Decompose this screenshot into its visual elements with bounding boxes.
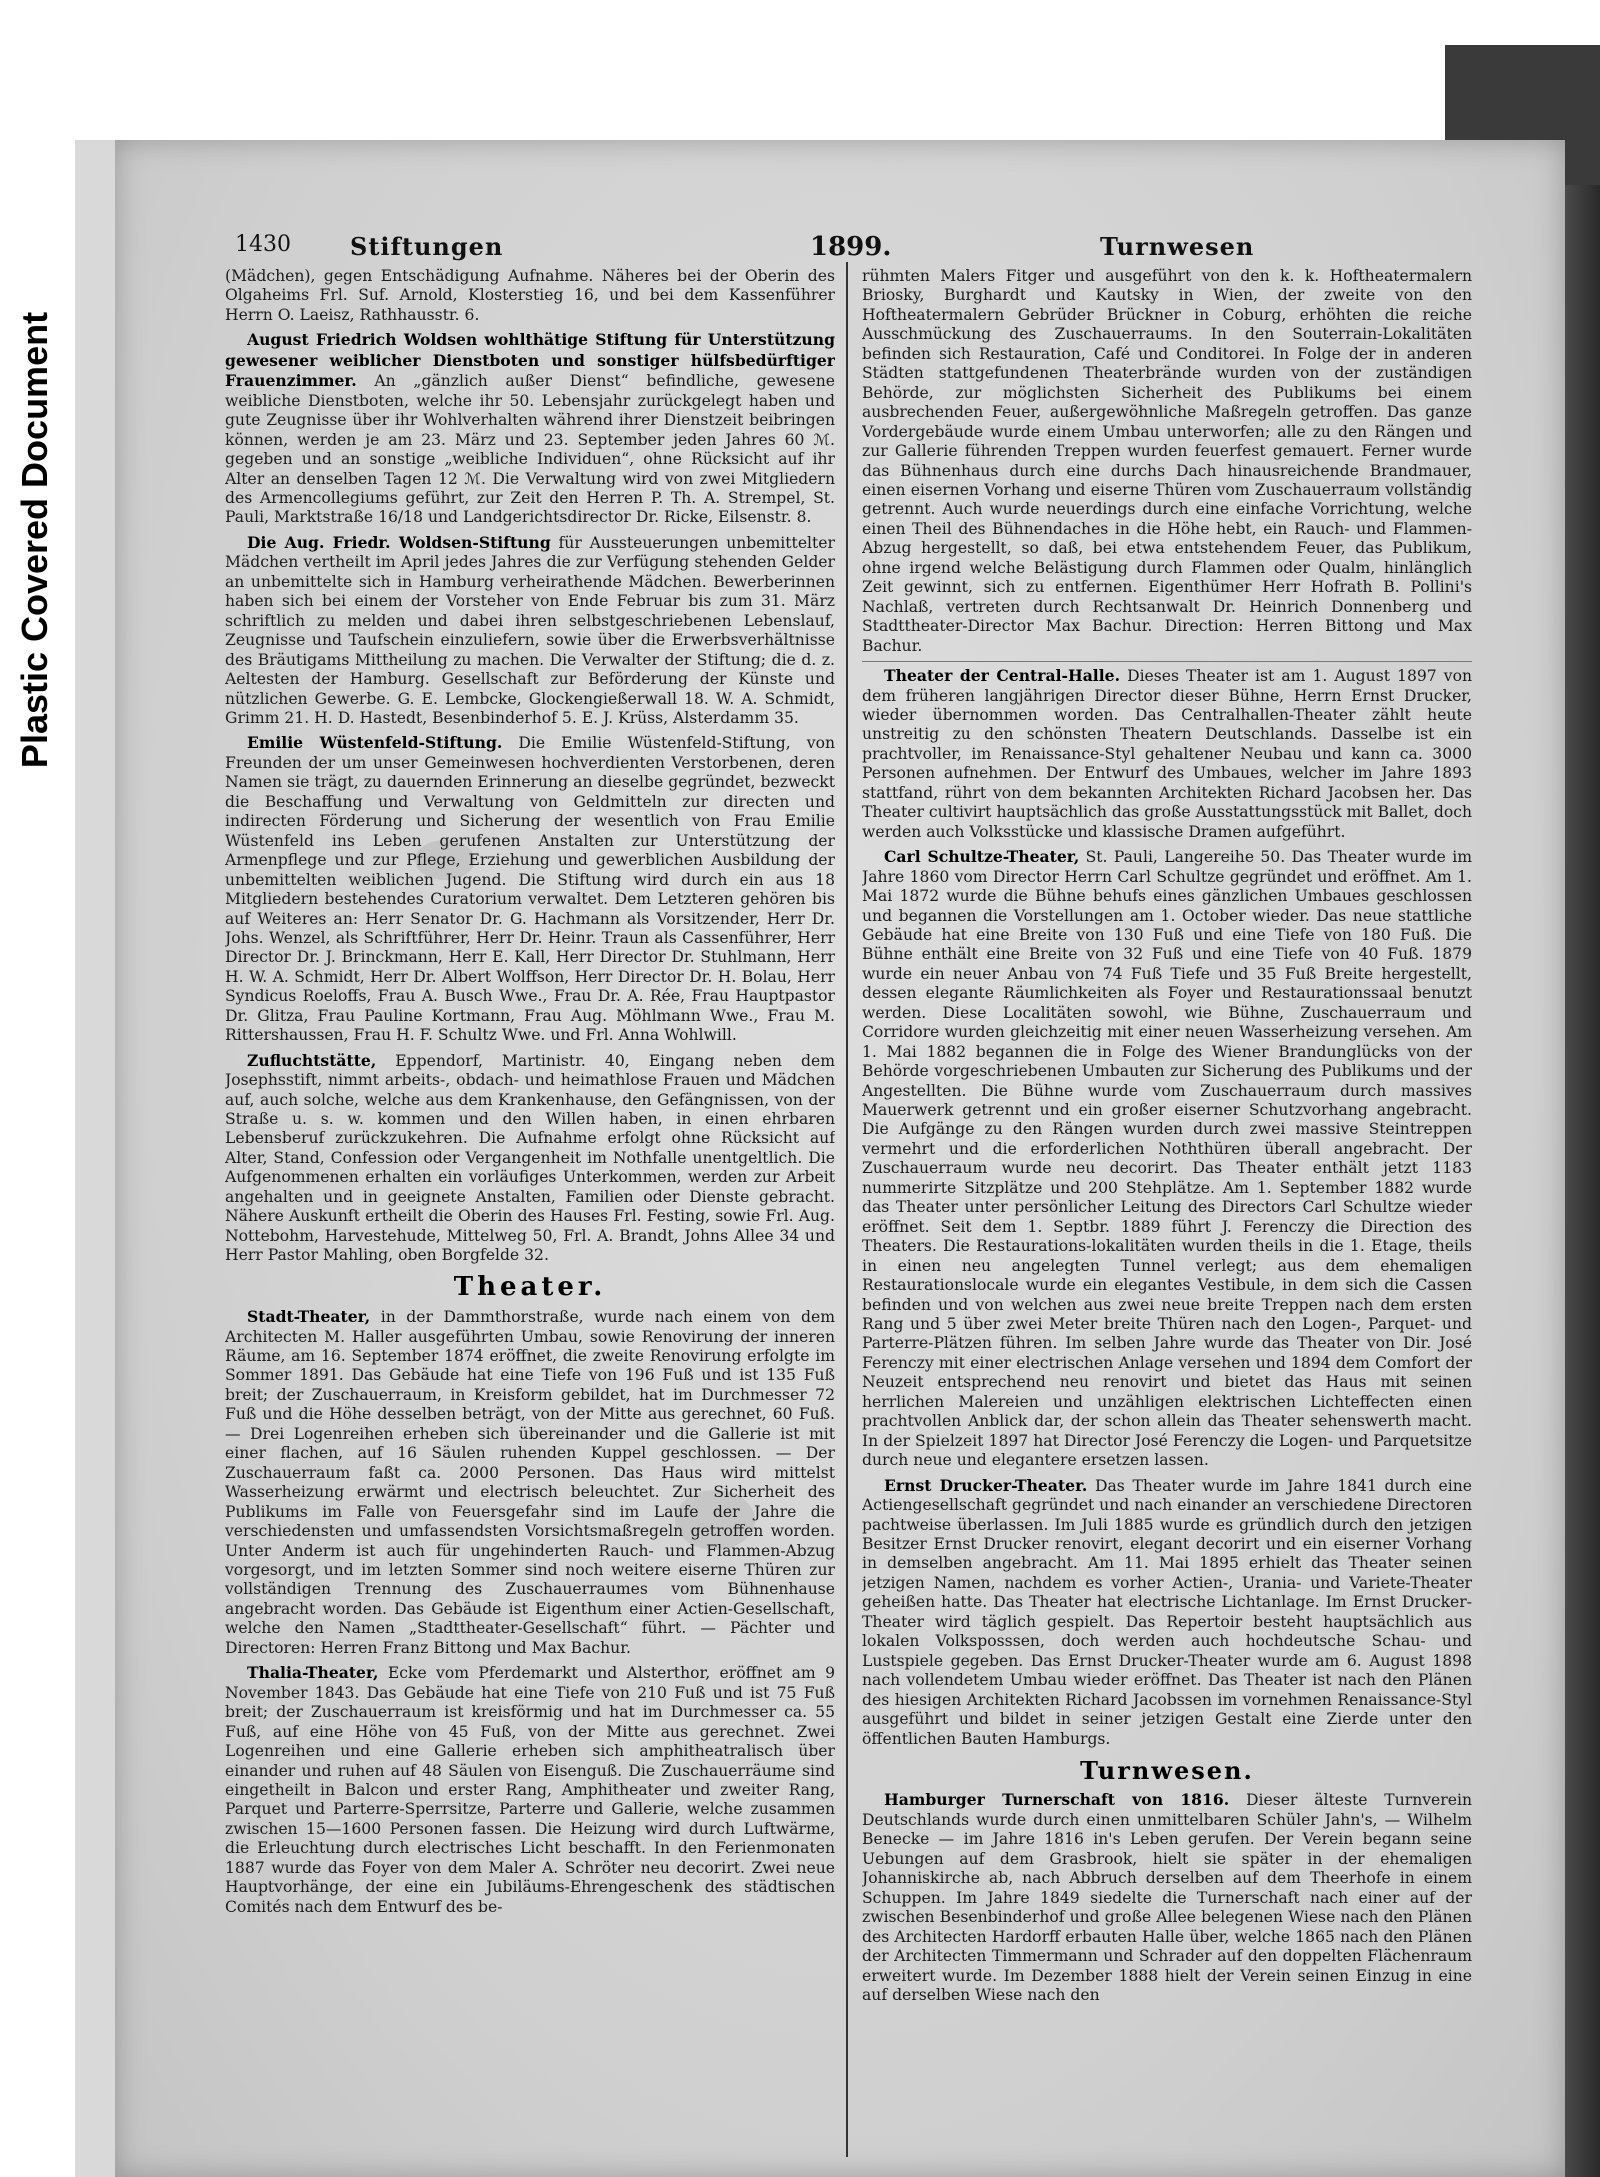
entry-title: August Friedrich Woldsen wohlthätige Stiftung für Unterstützung gewesener weiblicher Dienstboten und sonstiger hülfsbedürftiger Frauenzimmer. <box>225 330 835 391</box>
entry-title: Die Aug. Friedr. Woldsen-Stiftung <box>247 532 551 552</box>
paragraph: rühmten Malers Fitger und ausgeführt von den k. k. Hoftheatermalern Briosky, Burghardt und Kautsky in Wien, der zweite von den Hoftheatermalern Gebrüder Brückner in Coburg, erhöhten die reiche Ausschmückung des Zuschauerraums. In den Souterrain-Lokalitäten befinden sich Restauration, Café und Conditorei. In Folge der in anderen Städten stattgefundenen Theaterbrände wurden von der zuständigen Behörde, zur möglichsten Sicherheit des Publikums bei einem ausbrechenden Feuer, außergewöhnliche Maßregeln getroffen. Das ganze Vordergebäude wurde einem Umbau unterworfen; alle zu den Rängen und zur Gallerie führenden Treppen wurden feuerfest gemauert. Ferner wurde das Bühnenhaus durch eine durchs Dach hinausreichende Brandmauer, einen eisernen Vorhang und eiserne Thüren vom Zuschauerraum vollständig getrennt. Auch wurde neuerdings durch eine einfache Vorrichtung, welche einen Theil des Bühnendaches in die Höhe hebt, ein Rauch- und Flammen-Abzug hergestellt, so daß, bei etwa entstehendem Feuer, das Publikum, ohne irgend welche Belästigung durch Flammen oder Qualm, hinlänglich Zeit gewinnt, sich zu entfernen. Eigenthümer Herr Hofrath B. Pollini's Nachlaß, vertreten durch Rechtsanwalt Dr. Heinrich Donnenberg und Stadttheater-Director Max Bachur. Direction: Herren Bittong und Max Bachur. <box>862 267 1472 655</box>
entry-woldsen-aussteuer: Die Aug. Friedr. Woldsen-Stiftung für Aussteuerungen unbemittelter Mädchen vertheilt im April jedes Jahres die zur Verfügung stehenden Gelder an unbemittelte sich in Hamburg verheirathende Mädchen. Bewerberinnen haben sich bei einem der Vorsteher von Ende Februar bis zum 31. März schriftlich zu melden und dabei ihren selbstgeschriebenen Lebenslauf, Zeugnisse und Taufschein einzuliefern, sowie über die Erwerbsverhältnisse des Bräutigams Mittheilung zu machen. Die Verwalter der Stiftung; die d. z. Aeltesten der Hamburg. Gesellschaft zur Beförderung der Künste und nützlichen Gewerbe. G. E. Lembcke, Glockengießerwall 18. W. A. Schmidt, Grimm 21. H. D. Hastedt, Besenbinderhof 5. E. J. Krüss, Alsterdamm 35. <box>225 532 835 727</box>
section-heading-turnwesen: Turnwesen. <box>1080 1755 1254 1785</box>
separator-line <box>862 661 1472 662</box>
entry-carl-schultze-theater: Carl Schultze-Theater, St. Pauli, Langereihe 50. Das Theater wurde im Jahre 1860 vom Director Herrn Carl Schultze gegründet und eröffnet. Am 1. Mai 1872 wurde die Bühne behufs eines gänzlichen Umbaues geschlossen und begannen die Vorstellungen am 1. October wieder. Das neue stattliche Gebäude hat eine Breite von 130 Fuß und eine Tiefe von 180 Fuß. Die Bühne enthält eine Breite von 32 Fuß und eine Tiefe von 40 Fuß. 1879 wurde ein neuer Anbau von 74 Fuß Tiefe und 35 Fuß Breite hergestellt, dessen elegante Räumlichkeiten als Foyer und Restaurationssaal benutzt werden. Diese Localitäten sowohl, wie Bühne, Zuschauerraum und Corridore wurden gleichzeitig mit einer neuen Wasserheizung versehen. Am 1. Mai 1882 begannen die in Folge des Wiener Brandunglücks von der Behörde vorgeschriebenen Umbauten zur Sicherung des Publikums und der Angestellten. Die Bühne wurde vom Zuschauerraum durch massives Mauerwerk getrennt und ein großer eiserner Schutzvorhang angebracht. Die Aufgänge zu den Rängen wurden durch zwei massive Steintreppen vermehrt und die erforderlichen Noththüren überall angebracht. Der Zuschauerraum wurde neu decorirt. Das Theater enthält jetzt 1183 nummerirte Sitzplätze und 200 Stehplätze. Am 1. September 1882 wurde das Theater unter persönlicher Leitung des Directors Carl Schultze wieder eröffnet. Seit dem 1. Septbr. 1889 führt J. Ferenczy die Direction des Theaters. Die Restaurations-lokalitäten wurden theils in die 1. Etage, theils in einen neu angelegten Tunnel verlegt; aus dem ehemaligen Restaurationslocale wurde ein elegantes Vestibule, in dem sich die Cassen befinden und von welchen aus zwei neue breite Treppen nach dem ersten Rang und 5 über zwei Meter breite Thüren nach den Logen-, Parquet- und Parterre-Plätzen führen. Im selben Jahre wurde das Theater von Dir. José Ferenczy mit einer electrischen Anlage versehen und 1894 dem Comfort der Neuzeit entsprechend neu renovirt und bietet das Haus mit seinen herrlichen Malereien und unzähligen elektrischen Lichteffecten einen prachtvollen Anblick dar, der schon allein das Theater sehenswerth macht. In der Spielzeit 1897 hat Director José Ferenczy die Logen- und Parquetsitze durch neue und elegantere ersetzen lassen. <box>862 847 1472 1470</box>
entry-ernst-drucker-theater: Ernst Drucker-Theater. Das Theater wurde im Jahre 1841 durch eine Actiengesellschaft gegründet und nach einander an verschiedene Directoren pachtweise überlassen. Im Juli 1885 wurde es gründlich durch den jetzigen Besitzer Ernst Drucker renovirt, elegant decorirt und ein eiserner Vorhang in demselben angebracht. Am 11. Mai 1895 erhielt das Theater seinen jetzigen Namen, nachdem es vorher Actien-, Urania- und Variete-Theater geheißen hatte. Das Theater hat electrische Lichtanlage. Im Ernst Drucker-Theater wird täglich gespielt. Das Repertoir besteht hauptsächlich aus lokalen Volksposssen, doch werden auch hochdeutsche Schau- und Lustspiele gegeben. Das Ernst Drucker-Theater wurde am 6. August 1898 nach vollendetem Umbau wieder eröffnet. Das Theater ist nach den Plänen des hiesigen Architekten Richard Jacobssen im vornehmen Renaissance-Styl ausgeführt und bildet in seiner jetzigen Gestalt eine Zierde unter den öffentlichen Bauten Hamburgs. <box>862 1475 1472 1748</box>
entry-title: Theater der Central-Halle. <box>884 666 1121 686</box>
entry-stadt-theater: Stadt-Theater, in der Dammthorstraße, wurde nach einem von dem Architecten M. Haller ausgeführten Umbau, sowie Renovirung der inneren Räume, am 16. September 1874 eröffnet, die zweite Renovirung erfolgte im Sommer 1891. Das Gebäude hat eine Tiefe von 196 Fuß und ist 135 Fuß breit; der Zuschauerraum, in Kreisform gebildet, hat im Durchmesser 72 Fuß und die Höhe desselben beträgt, von der Mitte aus gerechnet, 60 Fuß. — Drei Logenreihen erheben sich übereinander und die Gallerie ist mit einer flachen, auf 16 Säulen ruhenden Kuppel geschlossen. — Der Zuschauerraum faßt ca. 2000 Personen. Das Haus wird mittelst Wasserheizung erwärmt und electrisch beleuchtet. Zur Sicherheit des Publikums im Falle von Feuersgefahr sind im Laufe der Jahre die verschiedensten und umfassendsten Vorsichtsmaßregeln getroffen worden. Unter Anderm ist auch für ungehinderten Rauch- und Flammen-Abzug vorgesorgt, und im letzten Sommer sind noch weitere eiserne Thüren zur vollständigen Trennung des Zuschauerraumes vom Bühnenhause angebracht worden. Das Gebäude ist Eigenthum einer Actien-Gesellschaft, welche den Namen „Stadttheater-Gesellschaft“ führt. — Pächter und Directoren: Herren Franz Bittong und Max Bachur. <box>225 1307 835 1657</box>
entry-hamburger-turnerschaft: Hamburger Turnerschaft von 1816. Dieser älteste Turnverein Deutschlands wurde durch einen unmittelbaren Schüler Jahn's, — Wilhelm Benecke — im Jahre 1816 in's Leben gerufen. Der Verein begann seine Uebungen auf dem Grasbrook, hielt sie später in der ehemaligen Johanniskirche ab, nach Abbruch derselben auf dem Theerhofe in einem Schuppen. Im Jahre 1849 siedelte die Turnerschaft nach einer auf der zwischen Besenbinderhof und große Allee belegenen Wiese nach den Plänen des Architecten Hardorff erbauten Halle über, welche 1865 nach den Plänen der Architecten Timmermann und Schrader auf den doppelten Flächenraum erweitert wurde. Im Dezember 1888 hielt der Verein seinen Einzug in eine auf derselben Wiese nach den <box>862 1790 1472 2004</box>
column-divider <box>846 262 848 2157</box>
right-column <box>862 267 1472 2147</box>
left-column <box>225 267 835 2147</box>
section-heading-theater: Theater. <box>453 1271 607 1302</box>
entry-title: Emilie Wüstenfeld-Stiftung. <box>247 733 503 753</box>
side-label-strip <box>0 0 70 2177</box>
entry-thalia-theater: Thalia-Theater, Ecke vom Pferdemarkt und Alsterthor, eröffnet am 9 November 1843. Das Gebäude hat eine Tiefe von 210 Fuß und ist 75 Fuß breit; der Zuschauerraum ist kreisförmig und hat im Durchmesser ca. 55 Fuß, auf eine Höhe von 45 Fuß, von der Mitte aus gerechnet. Zwei Logenreihen und eine Gallerie erheben sich amphitheatralisch über einander und ruhen auf 48 Säulen von Eisenguß. Die Zuschauerräume sind eingetheilt in Balcon und erster Rang, Amphitheater und zweiter Rang, Parquet und Parterre-Sperrsitze, Parterre und Gallerie, welche zusammen zwischen 15—1600 Personen fassen. Die Heizung wird durch Luftwärme, die Erleuchtung durch electrisches Licht beschafft. In den Ferienmonaten 1887 wurde das Foyer von dem Maler A. Schröter neu decorirt. Zwei neue Hauptvorhänge, der eine ein Jubiläums-Ehrengeschenk des städtischen Comités nach dem Entwurf des be- <box>225 1663 835 1916</box>
entry-title: Carl Schultze-Theater, <box>884 847 1080 867</box>
entry-title: Zufluchtstätte, <box>247 1050 377 1070</box>
page-header <box>235 232 1495 264</box>
entry-zufluchtstaette: Zufluchtstätte, Eppendorf, Martinistr. 40, Eingang neben dem Josephsstift, nimmt arbeits-, obdach- und heimathlose Frauen und Mädchen auf, auch solche, welche aus dem Krankenhause, den Gefängnissen, von der Straße u. s. w. kommen und den Willen haben, in einen ehrbaren Lebensberuf zurückzukehren. Die Aufnahme erfolgt ohne Rücksicht auf Alter, Stand, Confession oder Vergangenheit im Nothfalle unentgeltlich. Die Aufgenommenen erhalten ein vorläufiges Unterkommen, werden zur Arbeit angehalten und in geeignete Anstalten, Familien oder Dienste gebracht. Nähere Auskunft ertheilt die Oberin des Hauses Frl. Festing, sowie Frl. Aug. Nottebohm, Harvestehude, Mittelweg 50, Frl. A. Brandt, Johns Allee 34 und Herr Pastor Mahling, oben Borgfelde 32. <box>225 1050 835 1265</box>
entry-title: Thalia-Theater, <box>247 1663 379 1683</box>
running-title-right: Turnwesen <box>1100 232 1255 261</box>
entry-title: Hamburger Turnerschaft von 1816. <box>884 1790 1230 1810</box>
entry-title: Ernst Drucker-Theater. <box>884 1475 1088 1495</box>
page-number: 1430 <box>235 232 291 257</box>
running-title-left: Stiftungen <box>350 232 504 261</box>
header-year: 1899. <box>810 232 892 262</box>
paragraph: (Mädchen), gegen Entschädigung Aufnahme. Näheres bei der Oberin des Olgaheims Frl. Suf. Arnold, Klosterstieg 16, und bei dem Kassenführer Herrn O. Laeisz, Rathhausstr. 6. <box>225 267 835 324</box>
entry-wuestenfeld-stiftung: Emilie Wüstenfeld-Stiftung. Die Emilie Wüstenfeld-Stiftung, von Freunden der um unser Gemeinwesen hochverdienten Verstorbenen, deren Namen sie trägt, zu dauernden Erinnerung an dieselbe gegründet, bezweckt die Beschaffung und Verwaltung von Geldmitteln zur directen und indirecten Förderung und Sicherung der wesentlich von Frau Emilie Wüstenfeld ins Leben gerufenen Anstalten zur Unterstützung der Armenpflege und zur Pflege, Erziehung und gewerblichen Ausbildung der unbemittelten weiblichen Jugend. Die Stiftung wird durch ein aus 18 Mitgliedern bestehendes Curatorium verwaltet. Dem Letzteren gehören bis auf Weiteres an: Herr Senator Dr. G. Hachmann als Vorsitzender, Herr Dr. Johs. Wenzel, als Schriftführer, Herr Dr. Heinr. Traun als Cassenführer, Herr Director Dr. J. Brinckmann, Herr E. Kall, Herr Director Dr. Stuhlmann, Herr H. W. A. Schmidt, Herr Dr. Albert Wolffson, Herr Director Dr. H. Bolau, Herr Syndicus Roeloffs, Frau A. Busch Wwe., Frau Dr. A. Rée, Frau Hauptpastor Dr. Glitza, Frau Pauline Kortmann, Frau Aug. Möhlmann Wwe., Frau M. Rittershaussen, Frau H. F. Schultz Wwe. und Frl. Anna Wohlwill. <box>225 733 835 1045</box>
entry-woldsen-stiftung: August Friedrich Woldsen wohlthätige Stiftung für Unterstützung gewesener weiblicher Dienstboten und sonstiger hülfsbedürftiger Frauenzimmer. An „gänzlich außer Dienst“ befindliche, gewesene weibliche Dienstboten, welche ihr 50. Lebensjahr zurückgelegt haben und gute Zeugnisse über ihr Wohlverhalten während ihrer Dienstzeit beibringen können, werden je am 23. März und 23. September jeden Jahres 60 ℳ. gegeben und an sonstige „weibliche Individuen“, ohne Rücksicht auf ihr Alter an denselben Tagen 12 ℳ. Die Verwaltung wird von zwei Mitgliedern des Armencollegiums geführt, zur Zeit den Herren P. Th. A. Strempel, St. Pauli, Marktstraße 16/18 und Landgerichtsdirector Dr. Ricke, Eilsenstr. 8. <box>225 330 835 527</box>
side-label-text: Plastic Covered Document <box>14 311 55 769</box>
entry-title: Stadt-Theater, <box>247 1307 371 1327</box>
entry-central-halle: Theater der Central-Halle. Dieses Theater ist am 1. August 1897 von dem früheren langjährigen Director dieser Bühne, Herrn Ernst Drucker, wieder übernommen worden. Das Centralhallen-Theater zählt heute unstreitig zu den schönsten Theatern Deutschlands. Dasselbe ist ein prachtvoller, im Renaissance-Styl gehaltener Neubau und kann ca. 3000 Personen aufnehmen. Der Entwurf des Umbaues, welcher im Jahre 1893 stattfand, rührt von dem bekannten Architekten Richard Jacobsen her. Das Theater cultivirt hauptsächlich das große Ausstattungsstück mit Ballet, doch werden auch Volksstücke und klassische Dramen aufgeführt. <box>862 666 1472 841</box>
